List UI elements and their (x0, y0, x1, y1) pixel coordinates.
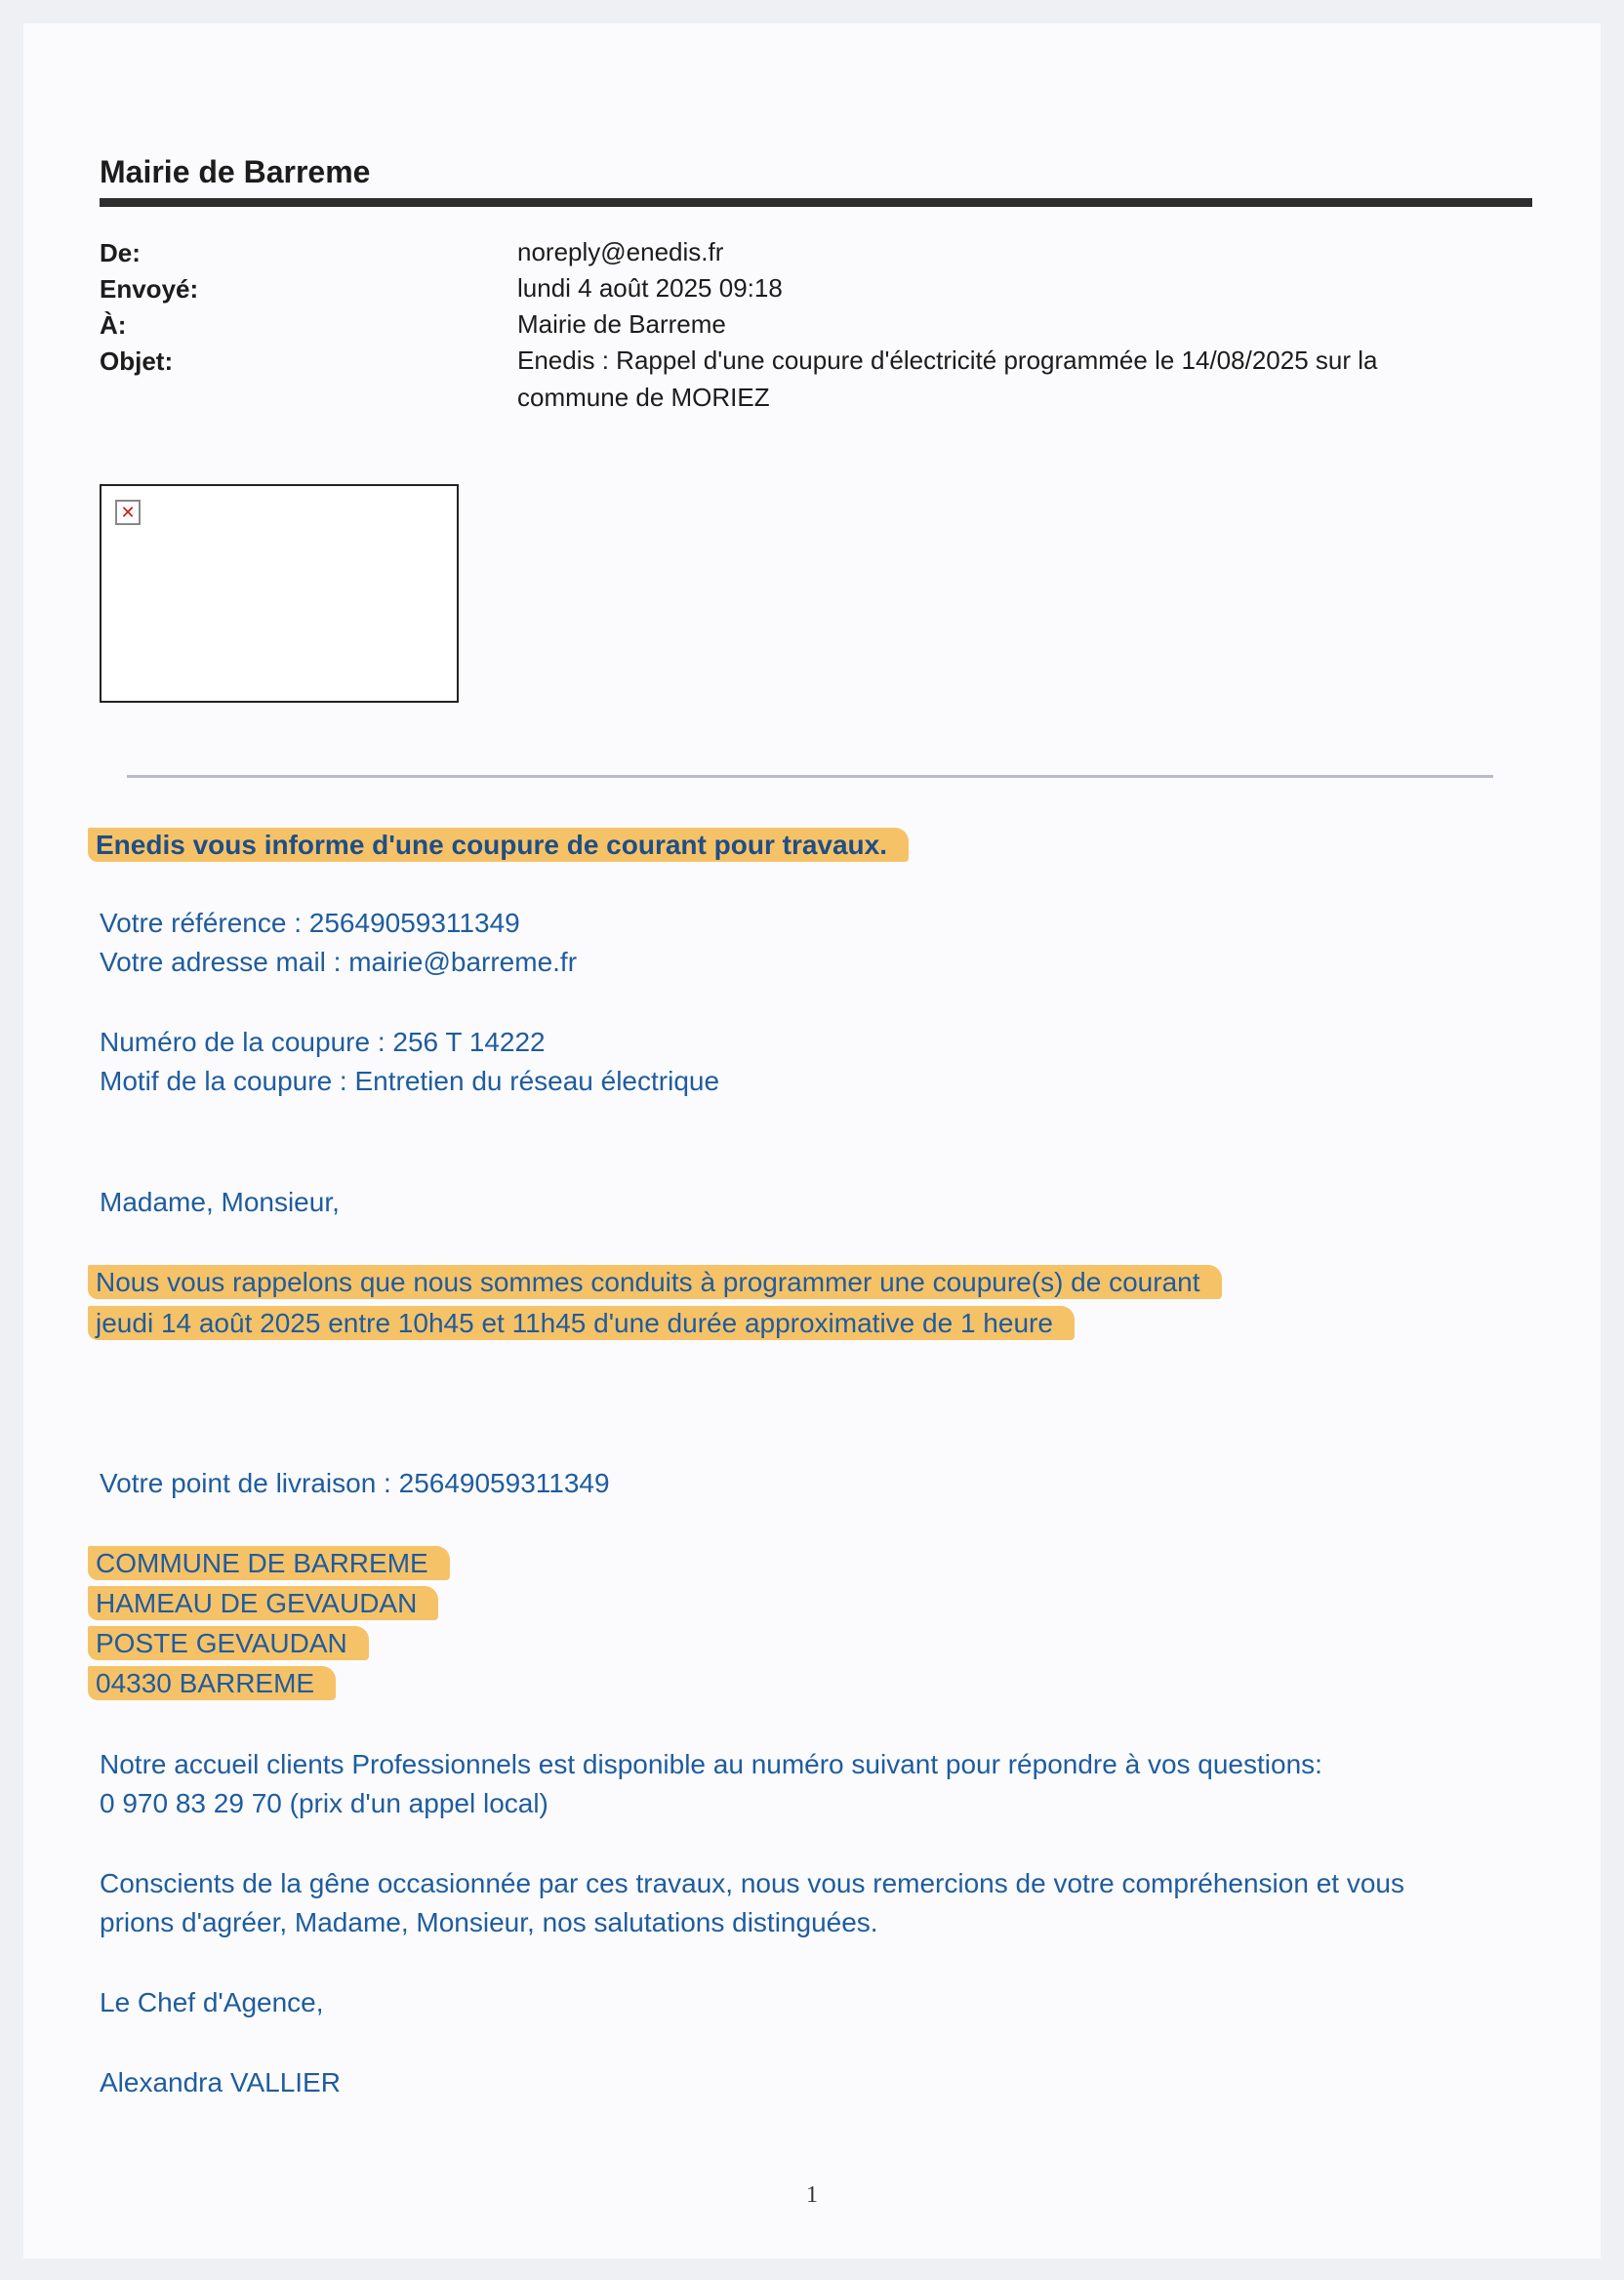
address-line-1-text: COMMUNE DE BARREME (88, 1546, 450, 1580)
cut-reason-line: Motif de la coupure : Entretien du réseau électrique (100, 1066, 720, 1096)
sent-value: lundi 4 août 2025 09:18 (517, 273, 783, 303)
broken-image-icon: ✕ (115, 500, 141, 525)
org-title: Mairie de Barreme (100, 154, 371, 189)
address-line-2 (96, 1584, 438, 1623)
page-number: 1 (806, 2182, 818, 2208)
headline-text: Enedis vous informe d'une coupure de courant pour travaux. (88, 828, 909, 862)
address-line-3 (96, 1624, 369, 1663)
notice-line-1 (96, 1263, 1222, 1302)
signoff-name: Alexandra VALLIER (100, 2067, 341, 2097)
contact-line-2: 0 970 83 29 70 (prix d'un appel local) (100, 1788, 548, 1818)
subject-label: Objet: (100, 346, 174, 376)
address-line-2-text: HAMEAU DE GEVAUDAN (88, 1586, 438, 1620)
notice-line-2 (96, 1304, 1075, 1343)
address-line-4-text: 04330 BARREME (88, 1666, 336, 1700)
from-value: noreply@enedis.fr (517, 237, 724, 266)
email-line: Votre adresse mail : mairie@barreme.fr (100, 947, 578, 977)
contact-line-1: Notre accueil clients Professionnels est disponible au numéro suivant pour répondre à vos questions: (100, 1749, 1322, 1779)
headline (96, 826, 909, 865)
address-line-1 (96, 1544, 450, 1583)
address-line-4 (96, 1664, 336, 1703)
notice-line-1-text: Nous vous rappelons que nous sommes conduits à programmer une coupure(s) de courant (88, 1265, 1222, 1299)
address-line-3-text: POSTE GEVAUDAN (88, 1626, 369, 1660)
from-label: De: (100, 238, 141, 267)
to-value: Mairie de Barreme (517, 309, 726, 339)
title-rule (100, 198, 1532, 207)
closing-line-2: prions d'agréer, Madame, Monsieur, nos salutations distinguées. (100, 1907, 878, 1937)
notice-line-2-text: jeudi 14 août 2025 entre 10h45 et 11h45 d'une durée approximative de 1 heure (88, 1306, 1075, 1340)
separator-rule (127, 775, 1493, 778)
to-label: À: (100, 310, 127, 340)
embedded-image-placeholder (100, 484, 459, 703)
cut-number-line: Numéro de la coupure : 256 T 14222 (100, 1027, 546, 1057)
salutation: Madame, Monsieur, (100, 1187, 340, 1217)
reference-line: Votre référence : 25649059311349 (100, 908, 520, 938)
signoff-title: Le Chef d'Agence, (100, 1987, 324, 2017)
subject-line-2: commune de MORIEZ (517, 383, 770, 412)
closing-line-1: Conscients de la gêne occasionnée par ces travaux, nous vous remercions de votre compréhension et vous (100, 1868, 1404, 1898)
delivery-point-line: Votre point de livraison : 25649059311349 (100, 1468, 610, 1498)
sent-label: Envoyé: (100, 274, 199, 304)
subject-line-1: Enedis : Rappel d'une coupure d'électricité programmée le 14/08/2025 sur la (517, 346, 1378, 375)
